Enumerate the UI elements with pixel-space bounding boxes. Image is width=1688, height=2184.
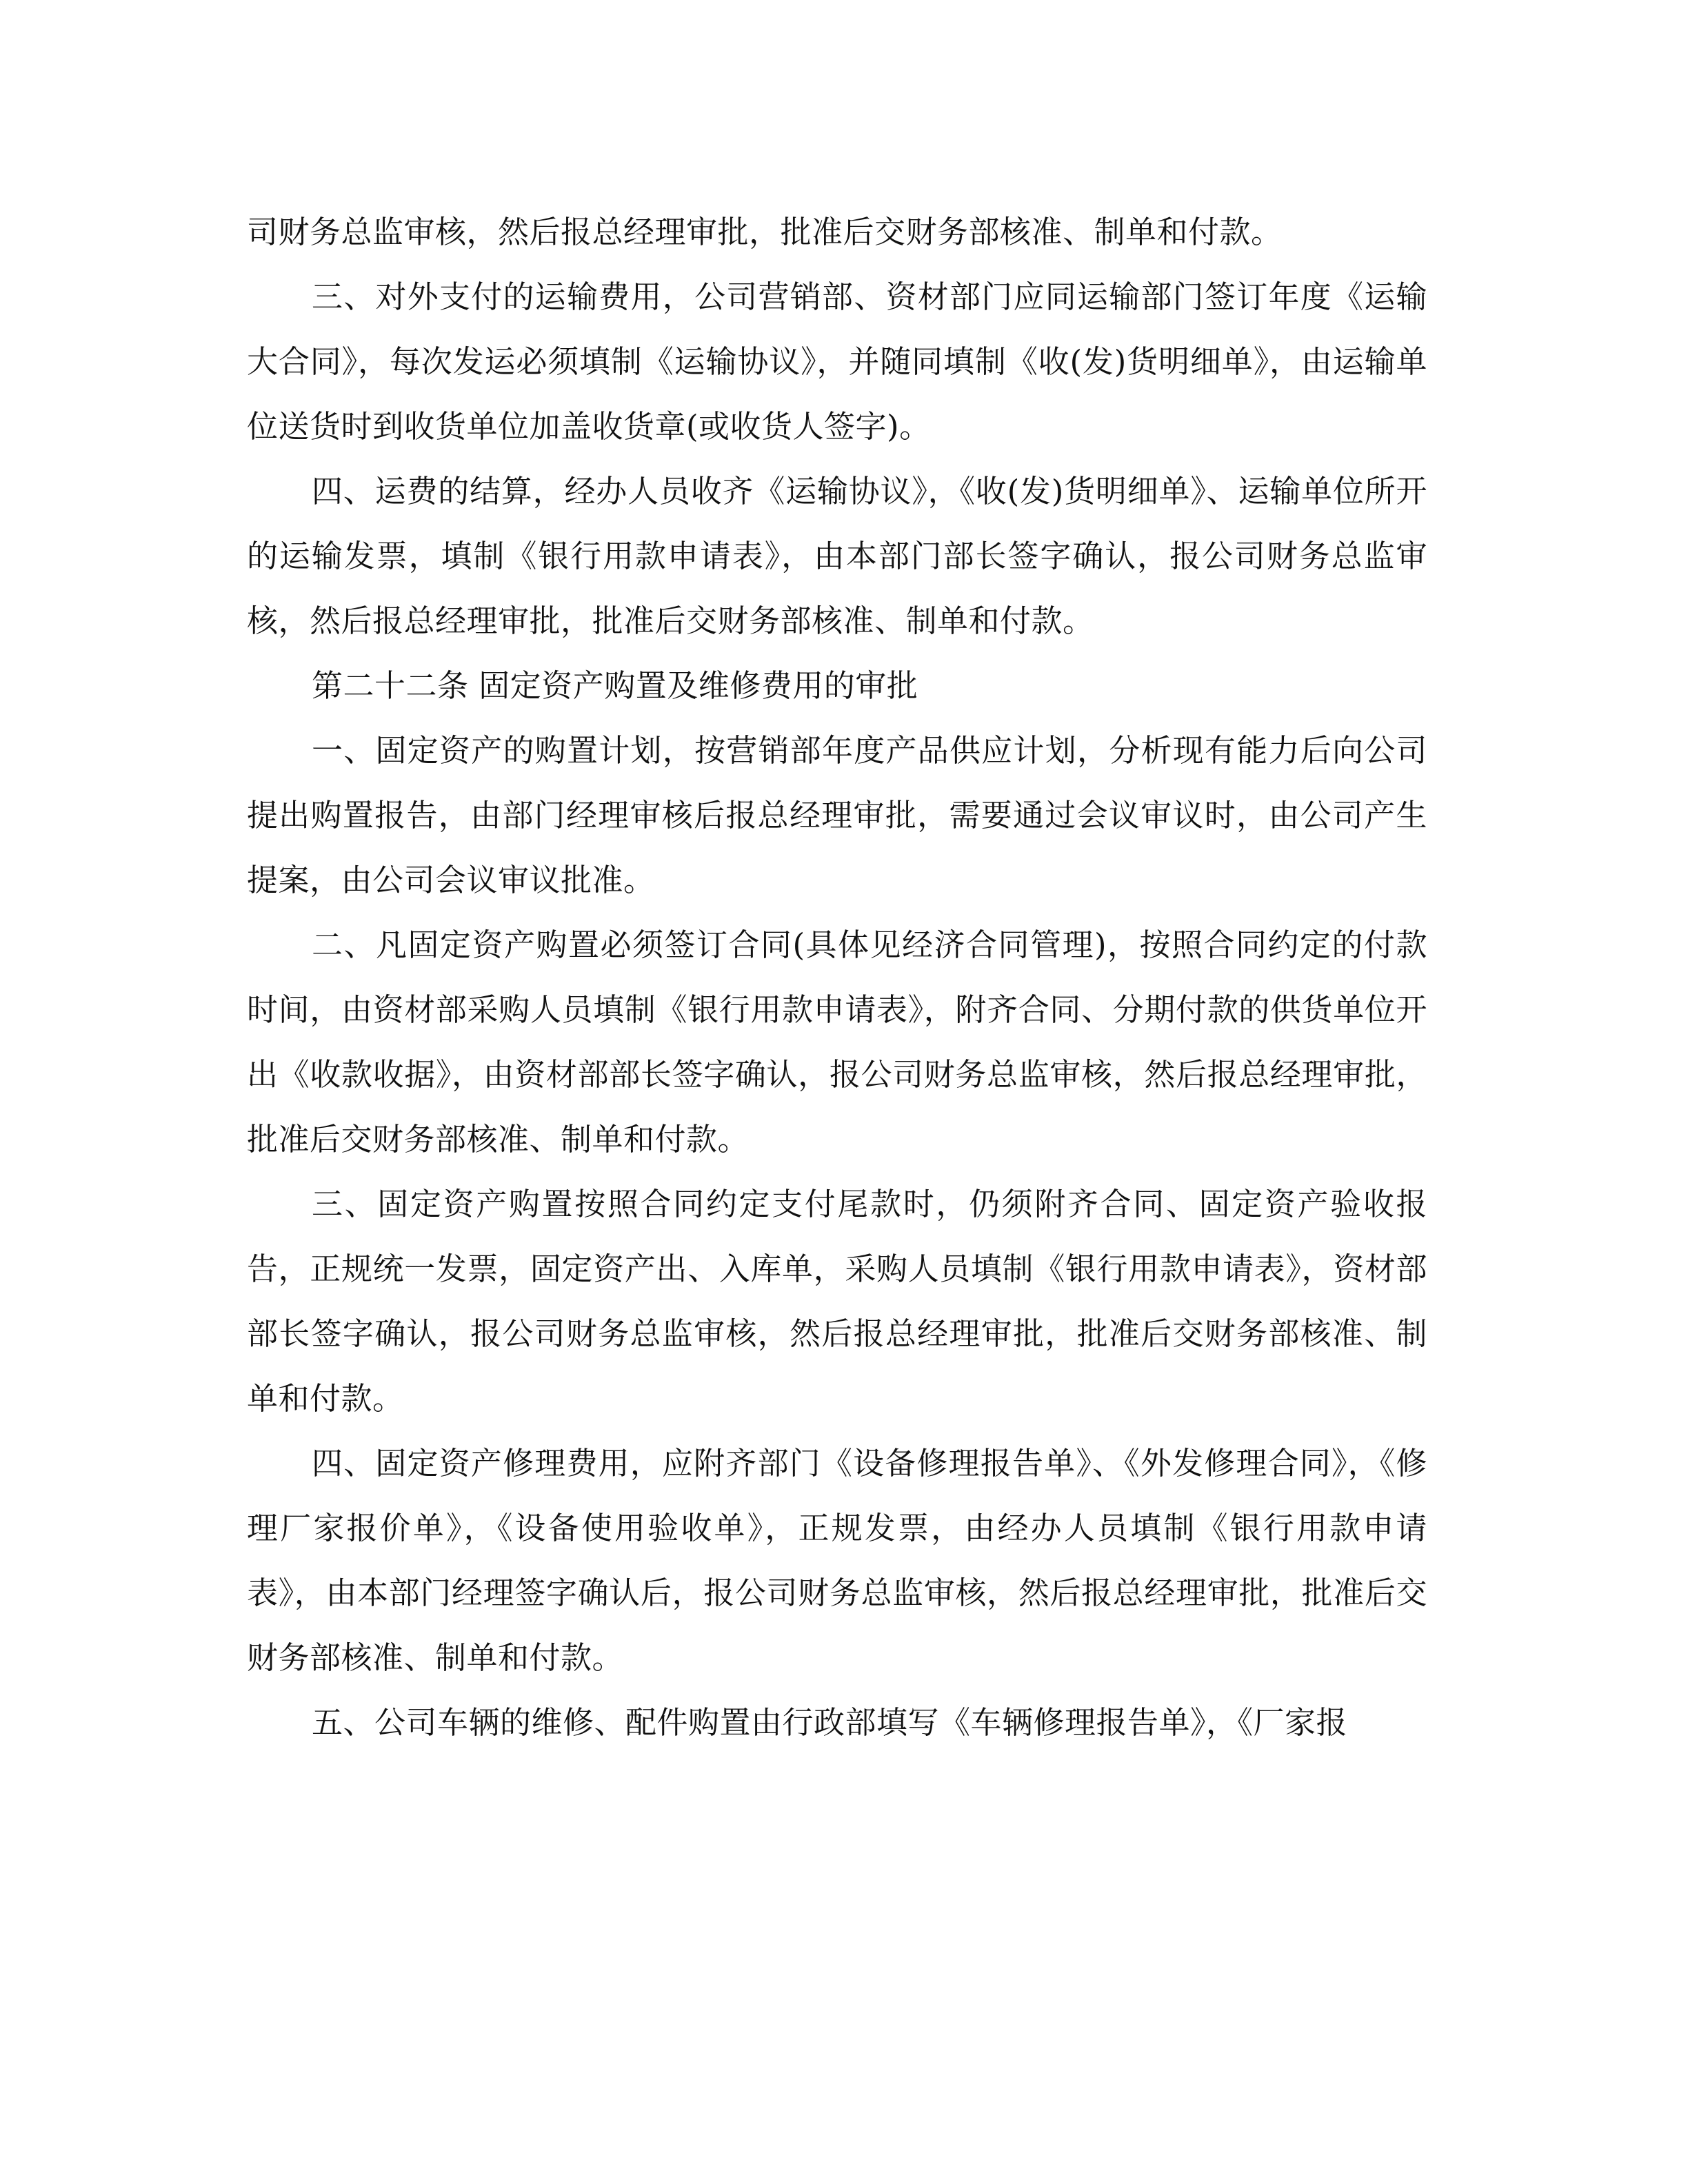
paragraph-final-payment: 三、固定资产购置按照合同约定支付尾款时，仍须附齐合同、固定资产验收报告，正规统一发票，固定资产出、入库单，采购人员填制《银行用款申请表》，资材部部长签字确认，报公司财务总监审核，然后报总经理审批，批准后交财务部核准、制单和付款。 (247, 1186, 1427, 1417)
paragraph-purchase-plan: 一、固定资产的购置计划，按营销部年度产品供应计划，分析现有能力后向公司提出购置报告，由部门经理审核后报总经理审批，需要通过会议审议时，由公司产生提案，由公司会议审议批准。 (247, 732, 1427, 898)
paragraph-transport-contract: 三、对外支付的运输费用，公司营销部、资材部门应同运输部门签订年度《运输大合同》，每次发运必须填制《运输协议》，并随同填制《收(发)货明细单》，由运输单位送货时到收货单位加盖收货章(或收货人签字)。 (247, 279, 1427, 445)
article-heading-22: 第二十二条 固定资产购置及维修费用的审批 (312, 667, 918, 704)
paragraph-purchase-contract: 二、凡固定资产购置必须签订合同(具体见经济合同管理)，按照合同约定的付款时间，由资材部采购人员填制《银行用款申请表》，附齐合同、分期付款的供货单位开出《收款收据》，由资材部部长签字确认，报公司财务总监审核，然后报总经理审批，批准后交财务部核准、制单和付款。 (247, 927, 1427, 1157)
paragraph-vehicle-repair: 五、公司车辆的维修、配件购置由行政部填写《车辆修理报告单》，《厂家报 (312, 1704, 1348, 1741)
document-body (247, 200, 1427, 1755)
paragraph-continuation: 司财务总监审核，然后报总经理审批，批准后交财务部核准、制单和付款。 (247, 214, 1283, 250)
paragraph-repair-costs: 四、固定资产修理费用，应附齐部门《设备修理报告单》、《外发修理合同》，《修理厂家报价单》，《设备使用验收单》，正规发票，由经办人员填制《银行用款申请表》，由本部门经理签字确认后，报公司财务总监审核，然后报总经理审批，批准后交财务部核准、制单和付款。 (247, 1445, 1427, 1676)
paragraph-freight-settlement: 四、运费的结算，经办人员收齐《运输协议》，《收(发)货明细单》、运输单位所开的运输发票，填制《银行用款申请表》，由本部门部长签字确认，报公司财务总监审核，然后报总经理审批，批准后交财务部核准、制单和付款。 (247, 473, 1427, 639)
